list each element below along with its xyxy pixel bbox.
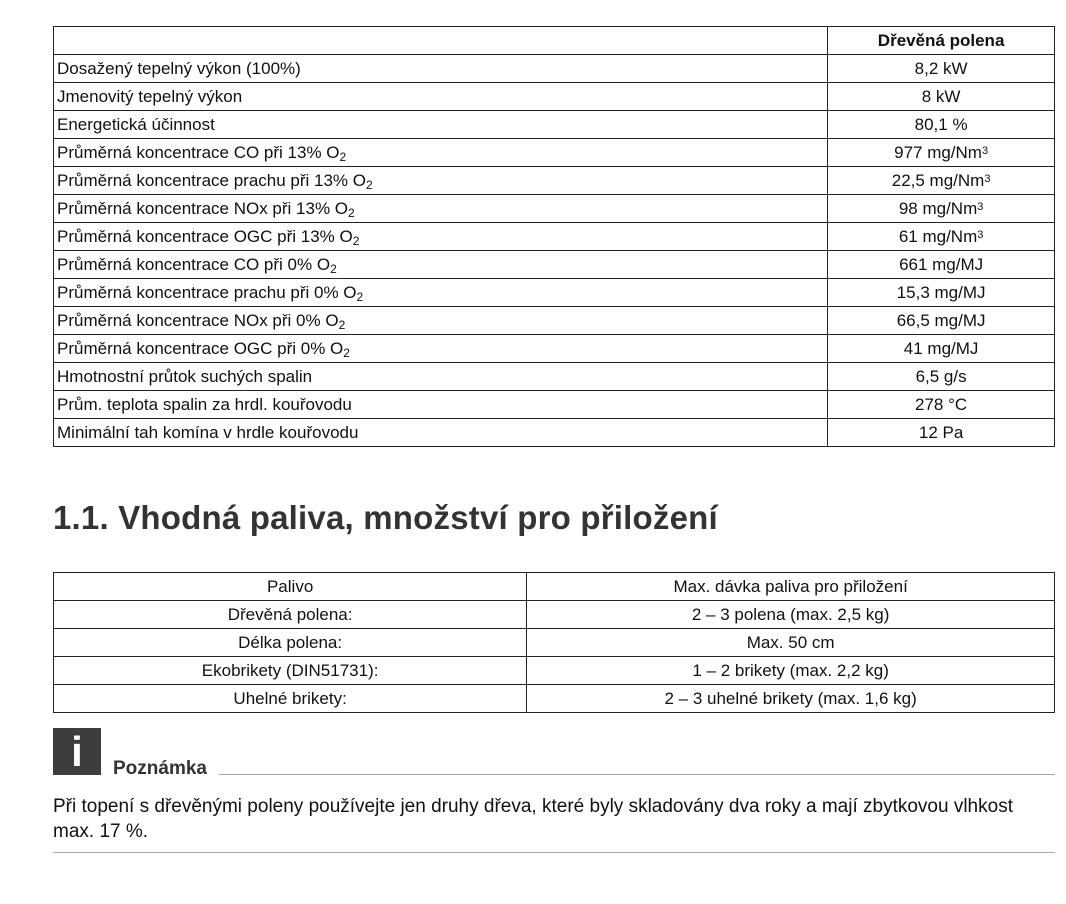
param-label-subscript: 2: [352, 234, 360, 248]
param-label-text: Hmotnostní průtok suchých spalin: [57, 367, 313, 386]
param-label-text: Průměrná koncentrace NOx při 0% O: [57, 311, 339, 330]
table-row: [54, 363, 1055, 391]
fuel-table: [53, 572, 1055, 713]
param-value: [828, 167, 1055, 195]
param-value: [828, 195, 1055, 223]
table-header-row: [54, 573, 1055, 601]
param-label-text: Průměrná koncentrace OGC při 13% O: [57, 227, 353, 246]
table-row: [54, 167, 1055, 195]
param-value: [828, 419, 1055, 447]
param-value: [828, 279, 1055, 307]
param-label: [54, 83, 828, 111]
param-label: [54, 167, 828, 195]
fuel-max-load: 2 – 3 uhelné brikety (max. 1,6 kg): [527, 685, 1055, 713]
param-label-text: Prům. teplota spalin za hrdl. kouřovodu: [57, 395, 352, 414]
param-value-text: 661 mg/MJ: [899, 255, 984, 274]
table-row: [54, 335, 1055, 363]
table-row: [54, 139, 1055, 167]
table-row: [54, 55, 1055, 83]
param-value: [828, 55, 1055, 83]
param-value: [828, 391, 1055, 419]
param-label: [54, 363, 828, 391]
param-label-subscript: 2: [330, 262, 337, 276]
table-row: [54, 657, 1055, 685]
param-label-text: Dosažený tepelný výkon (100%): [57, 59, 301, 78]
param-value: [828, 83, 1055, 111]
param-label-text: Průměrná koncentrace CO při 13% O: [57, 143, 340, 162]
info-icon: i: [53, 728, 101, 775]
param-value-text: 15,3 mg/MJ: [896, 283, 986, 302]
param-label-text: Průměrná koncentrace prachu při 0% O: [57, 283, 357, 302]
param-label: [54, 139, 828, 167]
fuel-name: Délka polena:: [54, 629, 527, 657]
header-cell-fuel: Dřevěná polena: [828, 27, 1055, 55]
param-label-text: Minimální tah komína v hrdle kouřovodu: [57, 423, 359, 442]
param-value-text: 98 mg/Nm: [898, 199, 978, 218]
fuel-max-load: 2 – 3 polena (max. 2,5 kg): [527, 601, 1055, 629]
param-label: [54, 223, 828, 251]
param-label-subscript: 2: [339, 150, 347, 164]
param-label: [54, 251, 828, 279]
table-header-row: [54, 27, 1055, 55]
param-label-text: Energetická účinnost: [57, 115, 215, 134]
table-row: [54, 223, 1055, 251]
note-divider-bottom: [53, 852, 1055, 853]
param-value-text: 6,5 g/s: [915, 367, 967, 386]
param-value-text: 8,2 kW: [914, 59, 968, 78]
header-cell-fuel: Palivo: [54, 573, 527, 601]
table-row: [54, 111, 1055, 139]
param-label-text: Průměrná koncentrace CO při 0% O: [57, 255, 331, 274]
param-value-text: 66,5 mg/MJ: [896, 311, 986, 330]
param-value-text: 22,5 mg/Nm: [891, 171, 985, 190]
param-label-subscript: 2: [348, 206, 355, 220]
param-label-subscript: 2: [338, 318, 346, 332]
param-label: [54, 279, 828, 307]
table-row: [54, 83, 1055, 111]
param-value: [828, 223, 1055, 251]
fuel-max-load: 1 – 2 brikety (max. 2,2 kg): [527, 657, 1055, 685]
table-row: [54, 251, 1055, 279]
param-label: [54, 111, 828, 139]
table-row: [54, 279, 1055, 307]
param-value-text: 8 kW: [921, 87, 961, 106]
fuel-name: Uhelné brikety:: [54, 685, 527, 713]
fuel-name: Dřevěná polena:: [54, 601, 527, 629]
param-value-text: 977 mg/Nm: [894, 143, 982, 162]
param-value-superscript: 3: [977, 201, 984, 213]
fuel-name: Ekobrikety (DIN51731):: [54, 657, 527, 685]
param-label: [54, 55, 828, 83]
param-label: [54, 335, 828, 363]
param-value-superscript: 3: [981, 145, 989, 157]
param-value-superscript: 3: [984, 173, 991, 185]
param-label: [54, 307, 828, 335]
param-label-subscript: 2: [343, 346, 350, 360]
section-title: 1.1. Vhodná paliva, množství pro přiložení: [53, 499, 718, 536]
param-value-text: 61 mg/Nm: [898, 227, 978, 246]
param-value: [828, 139, 1055, 167]
param-value: [828, 307, 1055, 335]
note-divider-top: [219, 774, 1055, 775]
param-value: [828, 111, 1055, 139]
note-text: Při topení s dřevěnými poleny používejte jen druhy dřeva, které byly skladovány dva roky a mají zbytkovou vlhkost max. 17 %.: [53, 796, 1013, 842]
header-cell-max-load: Max. dávka paliva pro přiložení: [527, 573, 1055, 601]
table-row: [54, 601, 1055, 629]
param-label-text: Průměrná koncentrace prachu při 13% O: [57, 171, 366, 190]
table-row: [54, 195, 1055, 223]
param-value-text: 41 mg/MJ: [903, 339, 979, 358]
param-value: [828, 251, 1055, 279]
table-row: [54, 419, 1055, 447]
table-row: [54, 307, 1055, 335]
param-label: [54, 195, 828, 223]
param-label-subscript: 2: [356, 290, 364, 304]
note-title: Poznámka: [113, 758, 207, 779]
header-cell-empty: [54, 27, 828, 55]
param-value: [828, 363, 1055, 391]
param-value-text: 278 °C: [915, 395, 968, 414]
param-label-subscript: 2: [366, 178, 373, 192]
parameters-table: [53, 26, 1055, 447]
table-row: [54, 629, 1055, 657]
table-row: [54, 685, 1055, 713]
param-value: [828, 335, 1055, 363]
param-value-superscript: 3: [977, 229, 984, 241]
table-row: [54, 391, 1055, 419]
fuel-max-load: Max. 50 cm: [527, 629, 1055, 657]
param-value-text: 80,1 %: [914, 115, 968, 134]
param-label-text: Jmenovitý tepelný výkon: [57, 87, 243, 106]
param-value-text: 12 Pa: [918, 423, 964, 442]
param-label: [54, 391, 828, 419]
param-label-text: Průměrná koncentrace OGC při 0% O: [57, 339, 344, 358]
param-label: [54, 419, 828, 447]
param-label-text: Průměrná koncentrace NOx při 13% O: [57, 199, 349, 218]
